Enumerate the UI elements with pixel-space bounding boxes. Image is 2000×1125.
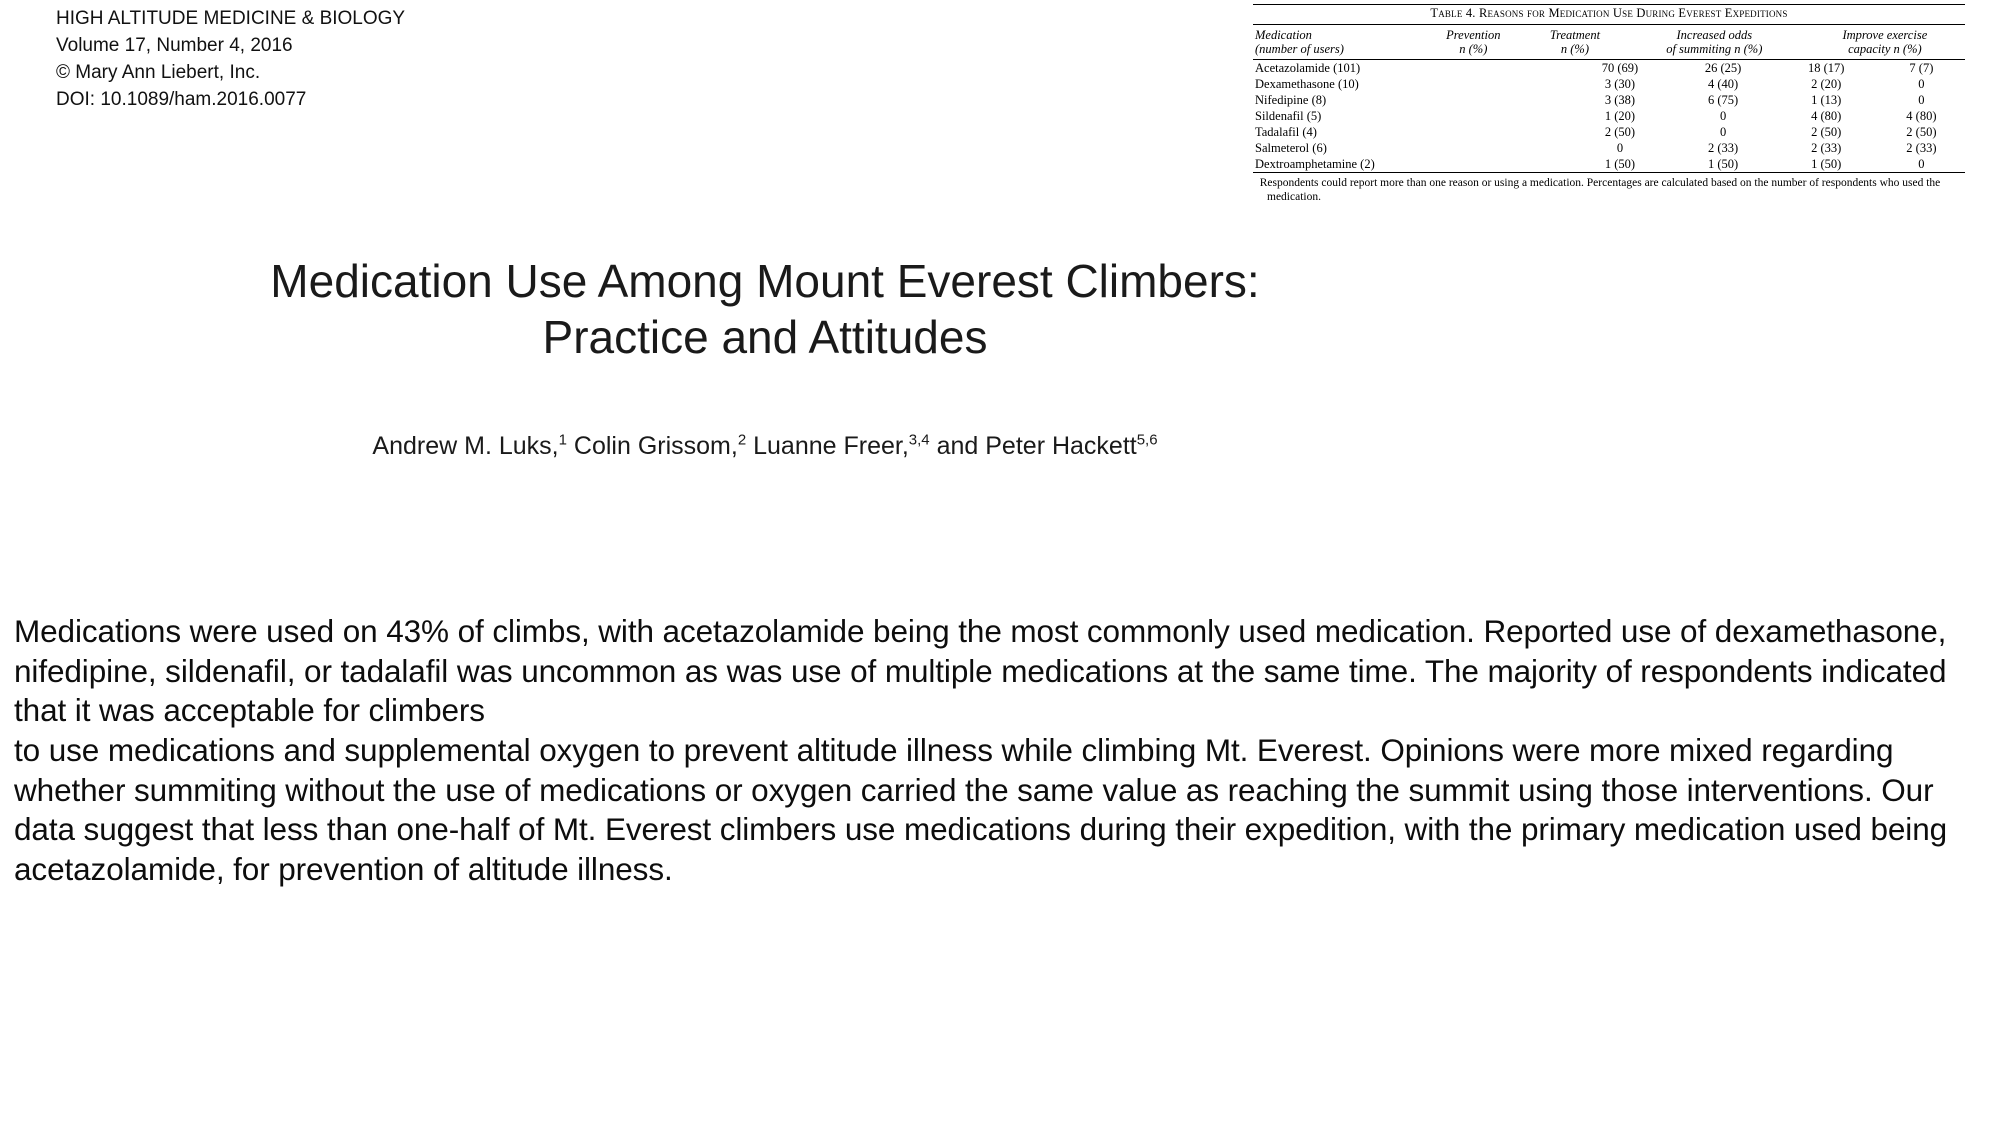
table-col-prevention bbox=[1421, 25, 1526, 59]
table-row bbox=[1253, 76, 1965, 92]
table-col-medication bbox=[1253, 25, 1421, 59]
author-1-affiliation-marker: 1 bbox=[558, 431, 567, 449]
table-cell-prevention: 1 (20) bbox=[1604, 108, 1636, 123]
journal-publisher: © Mary Ann Liebert, Inc. bbox=[56, 61, 261, 83]
table-cell-odds: 1 (50) bbox=[1811, 156, 1842, 171]
table-cell-exercise: 0 bbox=[1918, 156, 1925, 171]
table-cell-medication: Dextroamphetamine (2) bbox=[1255, 156, 1375, 171]
table-col-treatment-head: Treatment bbox=[1549, 28, 1601, 42]
author-3-affiliation-marker: 3,4 bbox=[908, 431, 930, 449]
table-col-exercise bbox=[1805, 25, 1965, 59]
table-col-treatment bbox=[1526, 25, 1624, 59]
table-header-row bbox=[1253, 25, 1965, 59]
page-title-line-1: Medication Use Among Mount Everest Climbers: bbox=[270, 254, 1260, 307]
journal-masthead bbox=[56, 6, 405, 114]
table-row bbox=[1253, 60, 1965, 76]
author-4-name: and Peter Hackett bbox=[929, 432, 1137, 460]
table-4 bbox=[1253, 25, 1965, 59]
table-cell-treatment: 2 (33) bbox=[1708, 140, 1739, 155]
journal-name: HIGH ALTITUDE MEDICINE & BIOLOGY bbox=[56, 8, 406, 29]
author-2-affiliation-marker: 2 bbox=[737, 431, 747, 449]
table-cell-prevention: 1 (50) bbox=[1604, 156, 1636, 171]
table-cell-exercise: 0 bbox=[1918, 92, 1925, 107]
abstract-body bbox=[14, 612, 1996, 890]
table-cell-exercise: 2 (50) bbox=[1906, 124, 1937, 139]
table-cell-treatment: 26 (25) bbox=[1704, 60, 1742, 75]
table-cell-odds: 2 (50) bbox=[1811, 124, 1842, 139]
table-cell-treatment: 0 bbox=[1719, 108, 1727, 123]
table-cell-odds: 18 (17) bbox=[1807, 60, 1845, 75]
table-cell-exercise: 7 (7) bbox=[1909, 60, 1934, 75]
table-caption: Table 4. Reasons for Medication Use During Everest Expeditions bbox=[1430, 6, 1788, 20]
table-cell-prevention: 2 (50) bbox=[1604, 124, 1636, 139]
table-cell-exercise: 4 (80) bbox=[1906, 108, 1937, 123]
table-col-odds-head: Increased odds bbox=[1676, 28, 1753, 42]
page-title bbox=[0, 253, 1530, 365]
table-cell-prevention: 3 (38) bbox=[1604, 92, 1636, 107]
table-col-medication-head: Medication bbox=[1255, 28, 1312, 42]
table-cell-prevention: 3 (30) bbox=[1604, 76, 1636, 91]
table-cell-medication: Acetazolamide (101) bbox=[1255, 60, 1361, 75]
table-cell-medication: Dexamethasone (10) bbox=[1255, 76, 1359, 91]
table-row bbox=[1253, 124, 1965, 140]
table-4-body bbox=[1253, 60, 1965, 172]
table-4-figure bbox=[1253, 4, 1965, 205]
table-cell-medication: Salmeterol (6) bbox=[1255, 140, 1327, 155]
table-cell-odds: 2 (33) bbox=[1811, 140, 1842, 155]
table-cell-treatment: 0 bbox=[1719, 124, 1727, 139]
table-row bbox=[1253, 108, 1965, 124]
table-cell-medication: Sildenafil (5) bbox=[1255, 108, 1322, 123]
table-cell-prevention: 70 (69) bbox=[1601, 60, 1639, 75]
table-col-prevention-head: Prevention bbox=[1446, 28, 1501, 42]
author-list bbox=[0, 432, 1530, 461]
table-footnote-text: Respondents could report more than one reason or using a medication. Percentages are calculated based on the number of respondents who used the medication. bbox=[1259, 176, 1941, 204]
abstract-paragraph-1: Medications were used on 43% of climbs, with acetazolamide being the most commonly used medication. Reported use of dexamethasone, nifedipine, sildenafil, or tadalafil was uncommon as was use of multiple medications at the same time. The majority of respondents indicated that it was acceptable for climbers bbox=[14, 613, 1947, 729]
table-col-exercise-sub: capacity n (%) bbox=[1848, 42, 1922, 57]
page-title-line-2: Practice and Attitudes bbox=[542, 310, 988, 363]
table-cell-prevention: 0 bbox=[1616, 140, 1624, 155]
table-row bbox=[1253, 92, 1965, 108]
author-1-name: Andrew M. Luks, bbox=[372, 432, 559, 460]
table-cell-medication: Nifedipine (8) bbox=[1255, 92, 1327, 107]
table-col-treatment-sub: n (%) bbox=[1560, 42, 1590, 57]
table-row bbox=[1253, 156, 1965, 172]
table-col-prevention-sub: n (%) bbox=[1459, 42, 1488, 57]
table-cell-treatment: 6 (75) bbox=[1708, 92, 1739, 107]
table-cell-treatment: 1 (50) bbox=[1708, 156, 1739, 171]
abstract-paragraph-2: to use medications and supplemental oxygen to prevent altitude illness while climbing Mt. Everest. Opinions were more mixed regarding whether summiting without the use of medications or oxygen carried the same value as reaching the summit using those interventions. Our data suggest that less than one-half of Mt. Everest climbers use medications during their expedition, with the primary medication used being acetazolamide, for prevention of altitude illness. bbox=[14, 732, 1948, 888]
table-cell-exercise: 2 (33) bbox=[1906, 140, 1937, 155]
table-row bbox=[1253, 140, 1965, 156]
table-col-medication-sub: (number of users) bbox=[1255, 42, 1344, 57]
author-2-name: Colin Grissom, bbox=[566, 432, 738, 460]
author-4-affiliation-marker: 5,6 bbox=[1136, 431, 1158, 449]
table-cell-odds: 1 (13) bbox=[1811, 92, 1842, 107]
table-cell-medication: Tadalafil (4) bbox=[1255, 124, 1317, 139]
journal-doi: DOI: 10.1089/ham.2016.0077 bbox=[56, 88, 307, 110]
table-head bbox=[1253, 25, 1965, 59]
table-footnote bbox=[1253, 173, 1965, 205]
table-col-odds bbox=[1624, 25, 1805, 59]
table-cell-odds: 2 (20) bbox=[1811, 76, 1842, 91]
author-3-name: Luanne Freer, bbox=[746, 432, 909, 460]
table-col-exercise-head: Improve exercise bbox=[1842, 28, 1928, 42]
table-cell-odds: 4 (80) bbox=[1811, 108, 1842, 123]
table-cell-treatment: 4 (40) bbox=[1708, 76, 1739, 91]
table-cell-exercise: 0 bbox=[1918, 76, 1925, 91]
table-col-odds-sub: of summiting n (%) bbox=[1666, 42, 1763, 57]
journal-volume: Volume 17, Number 4, 2016 bbox=[56, 34, 293, 56]
